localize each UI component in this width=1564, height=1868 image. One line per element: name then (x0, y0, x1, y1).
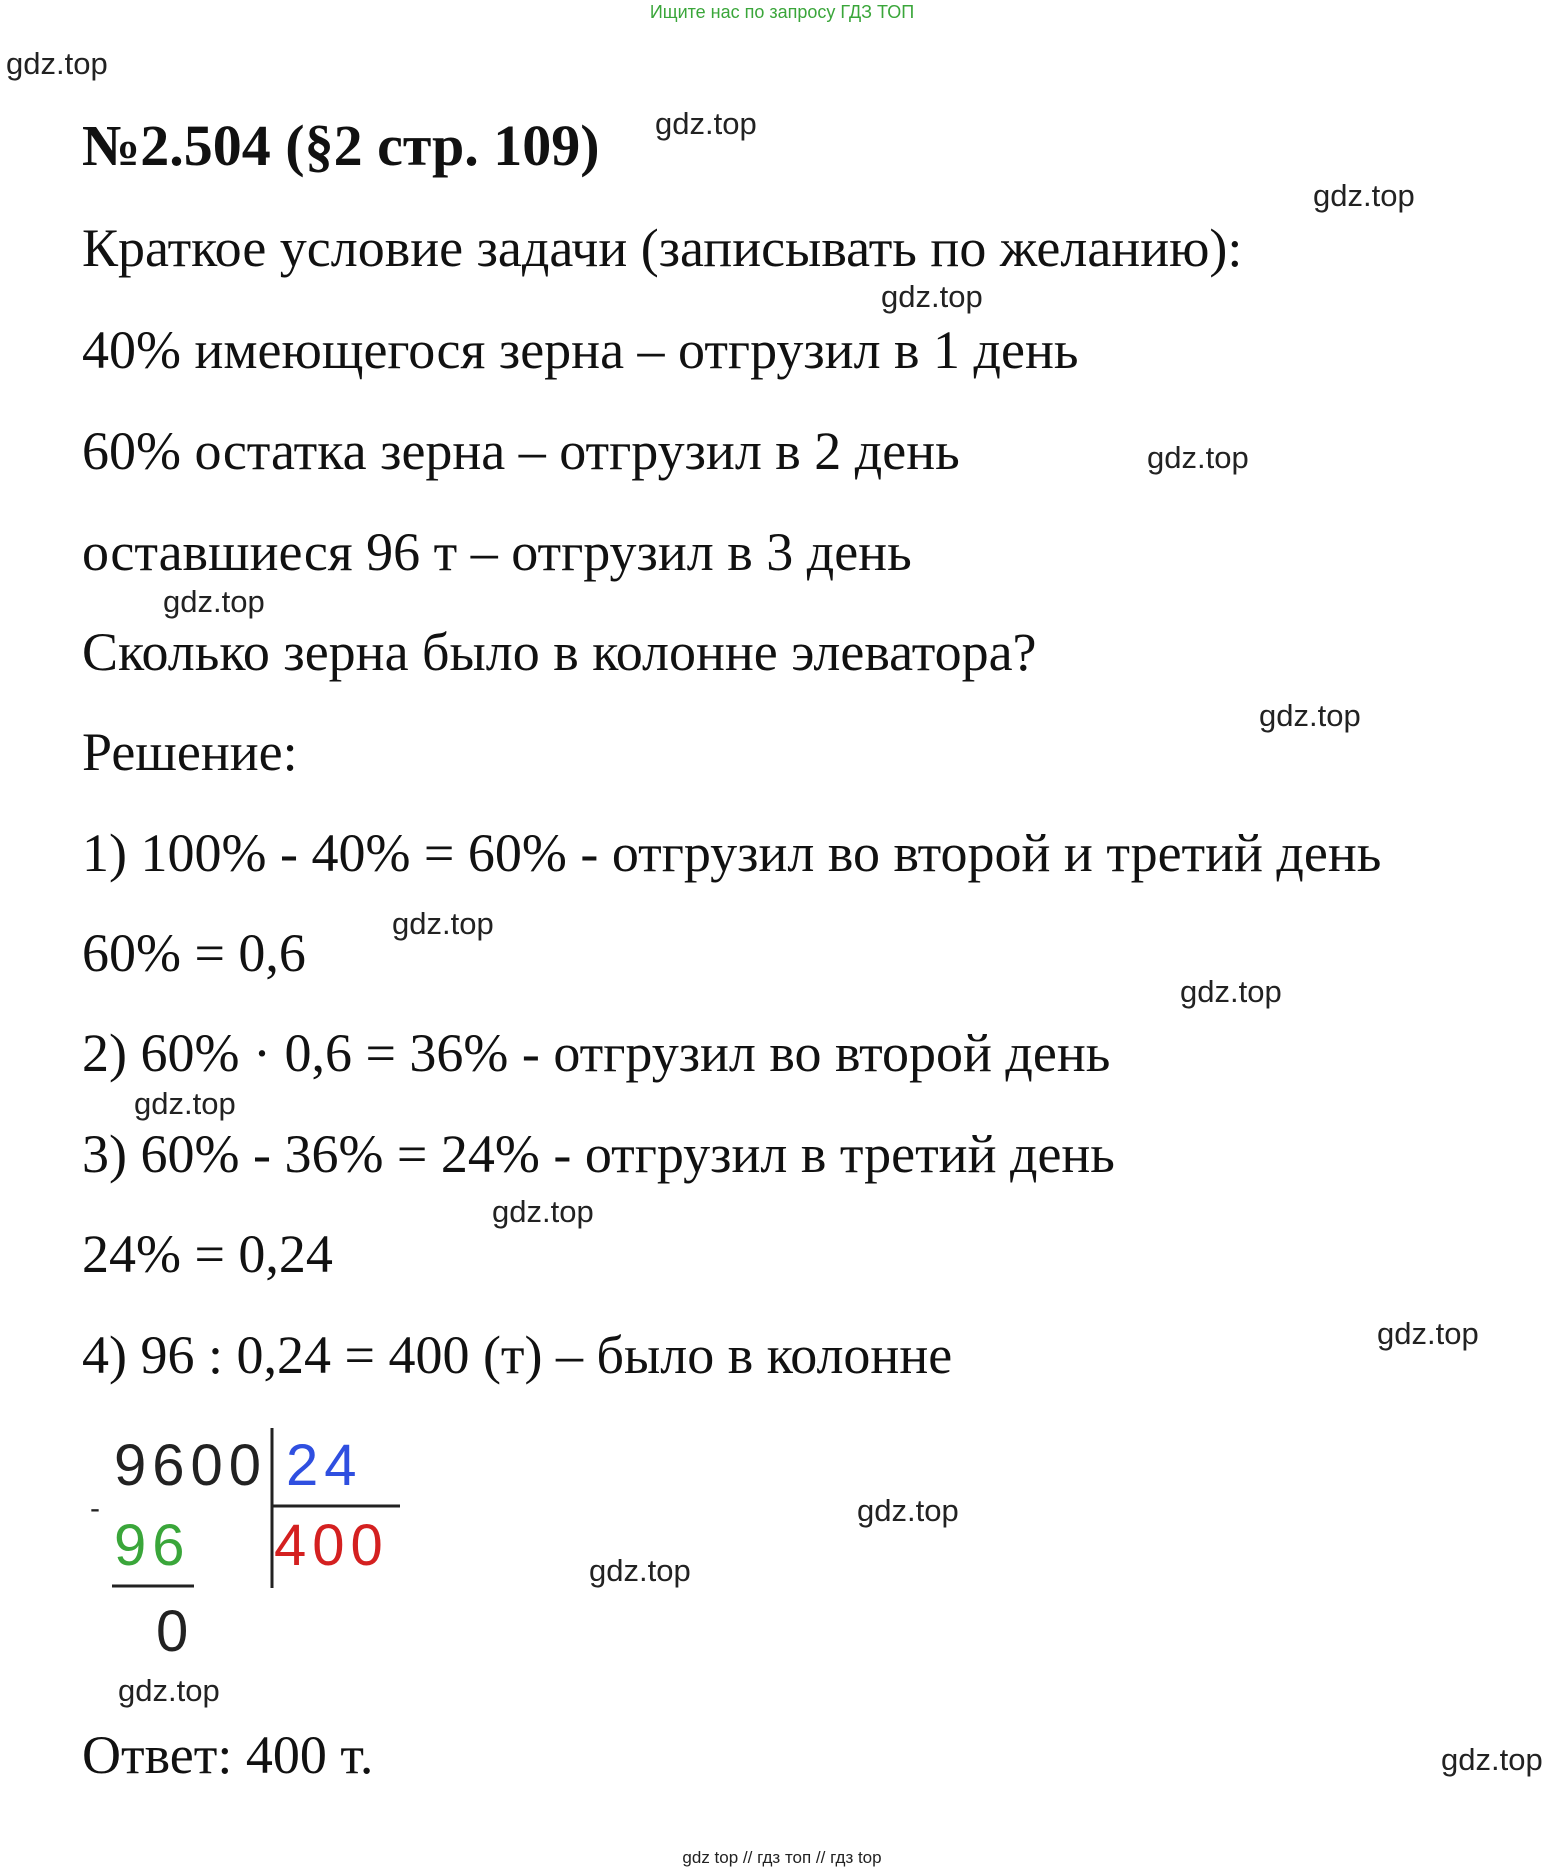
divisor: 24 (286, 1433, 363, 1498)
watermark: gdz.top (1180, 974, 1282, 1009)
top-banner: Ищите нас по запросу ГДЗ ТОП (649, 2, 915, 22)
watermark: gdz.top (492, 1194, 594, 1229)
dividend: 9600 (114, 1433, 268, 1498)
watermark: gdz.top (655, 106, 757, 141)
solution-step-3: 3) 60% - 36% = 24% - отгрузил в третий день (82, 1124, 1115, 1184)
condition-line-3: оставшиеся 96 т – отгрузил в 3 день (82, 522, 912, 582)
solution-step-2: 2) 60% · 0,6 = 36% - отгрузил во второй день (82, 1023, 1111, 1083)
watermark: gdz.top (1259, 698, 1361, 733)
division-lines (84, 1420, 424, 1690)
condition-line-1: 40% имеющегося зерна – отгрузил в 1 день (82, 320, 1079, 380)
watermark: gdz.top (1147, 440, 1249, 475)
solution-step-4: 4) 96 : 0,24 = 400 (т) – было в колонне (82, 1325, 953, 1385)
watermark: gdz.top (589, 1553, 691, 1588)
long-division (84, 1420, 424, 1690)
watermark: gdz.top (134, 1086, 236, 1121)
problem-title: №2.504 (§2 стр. 109) (82, 113, 600, 178)
condition-question: Сколько зерна было в колонне элеватора? (82, 622, 1037, 682)
watermark: gdz.top (881, 279, 983, 314)
solution-header: Решение: (82, 722, 298, 782)
watermark: gdz.top (118, 1673, 220, 1708)
watermark: gdz.top (163, 584, 265, 619)
answer: Ответ: 400 т. (82, 1725, 374, 1785)
condition-header: Краткое условие задачи (записывать по желанию): (82, 218, 1243, 278)
solution-conversion-1: 60% = 0,6 (82, 923, 306, 983)
watermark: gdz.top (1313, 178, 1415, 213)
solution-step-1: 1) 100% - 40% = 60% - отгрузил во второй и третий день (82, 823, 1382, 883)
footer-links: gdz top // гдз топ // гдз top (682, 1848, 882, 1867)
watermark: gdz.top (392, 906, 494, 941)
solution-conversion-2: 24% = 0,24 (82, 1224, 333, 1284)
quotient: 400 (274, 1513, 389, 1578)
remainder: 0 (156, 1599, 195, 1664)
watermark: gdz.top (6, 46, 108, 81)
watermark: gdz.top (1377, 1316, 1479, 1351)
minus-sign: - (90, 1492, 106, 1525)
watermark: gdz.top (857, 1493, 959, 1528)
subtrahend: 96 (114, 1513, 191, 1578)
watermark: gdz.top (1441, 1742, 1543, 1777)
condition-line-2: 60% остатка зерна – отгрузил в 2 день (82, 421, 960, 481)
